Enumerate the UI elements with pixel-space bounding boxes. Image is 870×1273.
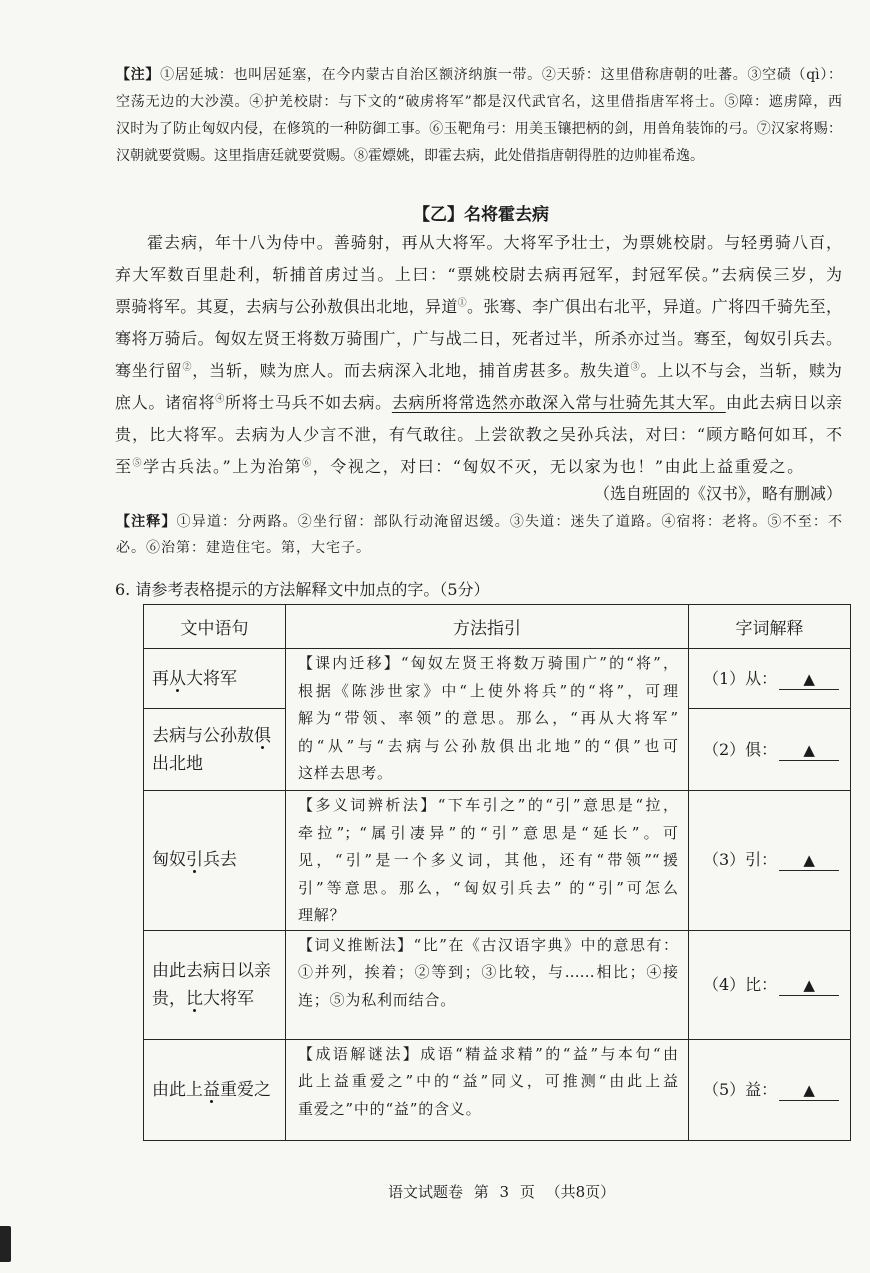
page-footer: 语文试题卷 第 3 页 （共8页） — [388, 1183, 616, 1201]
sentence-text: 大将军 — [186, 668, 237, 689]
passage-text: 庶人。诸宿将 — [115, 393, 216, 412]
passage-text: 霍去病，年十八为侍中。善骑射，再从大将军。大将军予壮士，为票姚校尉。与轻勇骑八百， — [147, 233, 842, 252]
note-line: 空荡无边的大沙漠。④护羌校尉：与下文的“破虏将军”都是汉代武官名，这里借指唐军将士。⑤障：遮虏障，西 — [116, 94, 842, 110]
underlined-sentence: 去病所将常选然亦敢深入常与壮骑先其大军。 — [391, 393, 726, 412]
method-line: 引”等意思。那么，“匈奴引兵去” 的“引”可怎么 — [298, 878, 678, 897]
passage-title: 【乙】名将霍去病 — [413, 205, 549, 225]
sentence-cell — [144, 791, 286, 931]
dotted-char: 益 — [203, 1079, 220, 1100]
footnote-marker: ③ — [630, 362, 641, 373]
answer-cell — [689, 791, 851, 931]
passage-line — [115, 419, 842, 451]
table-row — [144, 1039, 851, 1140]
sentence-text: 再 — [152, 668, 169, 689]
method-line: ①并列，挨着；②等到；③比较，与……相比；④接 — [298, 963, 678, 981]
passage-text: 。张骞、李广俱出右北平，异道。广将四千骑先至， — [467, 297, 842, 316]
method-line: 见，“引”是一个多义词，其他，还有“带领”“援 — [298, 851, 678, 869]
passage-text: ，当斩，赎为庶人。而去病深入北地，捕首虏甚多。敖失道 — [192, 361, 631, 380]
dotted-char: 俱 — [254, 725, 271, 746]
passage-source: （选自班固的《汉书》，略有删减） — [593, 484, 842, 503]
method-line: 这样去思考。 — [298, 764, 393, 782]
dotted-char: 比 — [186, 988, 203, 1009]
dotted-char: 从 — [169, 668, 186, 689]
sentence-text: 兵去 — [203, 850, 237, 871]
sentence-cell — [144, 649, 286, 709]
question-6-prompt: 6. 请参考表格提示的方法解释文中加点的字。（5分） — [115, 580, 490, 599]
passage-line — [115, 451, 842, 483]
method-line: 解为“带领、率领”的意思。那么，“再从大将军” — [298, 709, 678, 727]
sentence-text: 去病与公孙敖 — [152, 725, 254, 746]
sentence-cell — [144, 709, 286, 791]
passage-line — [115, 291, 842, 323]
method-line: 重爱之”中的“益”的含义。 — [298, 1099, 482, 1118]
sentence-text: 由此去病日以亲贵， — [152, 960, 271, 1009]
answer-label: （1）从： — [703, 668, 778, 688]
method-line: 【成语解谜法】成语“精益求精”的“益”与本句“由 — [298, 1044, 678, 1063]
answer-cell — [689, 709, 851, 791]
method-line: 的“从”与“去病与公孙敖俱出北地”的“俱”也可 — [298, 736, 678, 755]
table-row — [144, 649, 851, 709]
passage-body — [115, 227, 842, 483]
sentence-text: 大将军 — [203, 988, 254, 1009]
note-line — [116, 62, 842, 89]
dotted-char: 引 — [186, 850, 203, 871]
question-table — [143, 604, 851, 1141]
method-line: 此上益重爱之”中的“益”同义，可推测“由此上益 — [298, 1072, 678, 1090]
method-line: 牵拉”；“属引凄异”的“引”意思是“延长”。可 — [298, 823, 678, 842]
sentence-cell — [144, 1039, 286, 1140]
answer-label: （5）益： — [703, 1079, 778, 1099]
table-header-row — [144, 605, 851, 649]
method-line: 【课内迁移】“匈奴左贤王将数万骑围广”的“将”， — [298, 654, 678, 672]
answer-cell — [689, 1039, 851, 1140]
passage-text: 骞坐行留 — [115, 361, 183, 380]
passage-text: 。上以不与会，当斩，赎为 — [640, 361, 842, 380]
header-method: 方法指引 — [286, 605, 689, 649]
annotation-line: 必。⑥治第：建造住宅。第，大宅子。 — [116, 540, 371, 556]
answer-cell — [689, 649, 851, 709]
answer-blank: ▲ — [779, 975, 839, 996]
passage-text: 弃大军数百里赴利，斩捕首虏过当。上曰：“票姚校尉去病再冠军，封冠军侯。”去病侯三岁，为 — [115, 265, 842, 284]
scan-edge-mark — [0, 1226, 11, 1262]
method-line: 理解？ — [298, 906, 346, 924]
note-text: ①居延城：也叫居延塞，在今内蒙古自治区额济纳旗一带。②天骄：这里借称唐朝的吐蕃。③空碛（qì）： — [160, 67, 843, 83]
passage-text: 骞将万骑后。匈奴左贤王将数万骑围广，广与战二日，死者过半，所杀亦过当。骞至，匈奴引兵去。 — [115, 329, 842, 348]
footnote-marker: ① — [457, 298, 467, 309]
passage-line — [115, 387, 842, 419]
passage-text: 票骑将军。其夏，去病与公孙敖俱出北地，异道 — [115, 297, 458, 316]
passage-text: 所将士马兵不如去病。 — [224, 393, 392, 412]
answer-cell — [689, 930, 851, 1039]
header-explanation: 字词解释 — [689, 605, 851, 649]
header-sentence: 文中语句 — [144, 605, 286, 649]
answer-label: （2）俱： — [703, 739, 778, 759]
answer-label: （4）比： — [703, 974, 778, 994]
note-line: 汉时为了防止匈奴内侵，在修筑的一种防御工事。⑥玉靶角弓：用美玉镶把柄的剑，用兽角装饰的弓。⑦汉家将赐： — [116, 121, 842, 137]
note-label: 【注】 — [116, 67, 161, 83]
passage-line — [115, 259, 842, 291]
poem-note — [116, 62, 842, 170]
table-row — [144, 791, 851, 931]
sentence-text: 重爱之 — [220, 1079, 271, 1100]
footnote-marker: ⑤ — [132, 458, 144, 469]
method-cell — [286, 1039, 689, 1140]
answer-label: （3）引： — [703, 850, 778, 870]
footnote-marker: ⑥ — [302, 458, 313, 469]
answer-blank: ▲ — [779, 740, 839, 761]
sentence-text: 出北地 — [152, 753, 203, 774]
passage-text: 至 — [115, 457, 133, 476]
sentence-cell — [144, 930, 286, 1039]
sentence-text: 匈奴 — [152, 850, 186, 871]
passage-text: 由此去病日以亲 — [725, 393, 842, 412]
method-cell — [286, 930, 689, 1039]
passage-annotation — [116, 509, 842, 561]
answer-blank: ▲ — [779, 850, 839, 871]
table-row — [144, 930, 851, 1039]
passage-text: 贵，比大将军。去病为人少言不泄，有气敢往。上尝欲教之吴孙兵法，对曰：“顾方略何如耳，不 — [115, 425, 842, 444]
method-line: 【多义词辨析法】“下车引之”的“引”意思是“拉， — [298, 796, 678, 814]
annotation-text: ①异道：分两路。②坐行留：部队行动淹留迟缓。③失道：迷失了道路。④宿将：老将。⑤不至：不 — [176, 514, 843, 530]
passage-text: 学古兵法。”上为治第 — [143, 457, 303, 476]
passage-line — [115, 227, 842, 259]
annotation-label: 【注释】 — [116, 514, 177, 530]
passage-text: ，令视之，对曰：“匈奴不灭，无以家为也！”由此上益重爱之。 — [312, 457, 805, 476]
passage-line — [115, 323, 842, 355]
method-cell — [286, 791, 689, 931]
method-line: 【词义推断法】“比”在《古汉语字典》中的意思有： — [298, 935, 678, 954]
note-line: 汉朝就要赏赐。这里指唐廷就要赏赐。⑧霍嫖姚，即霍去病，此处借指唐朝得胜的边帅崔希逸。 — [116, 148, 704, 164]
sentence-text: 由此上 — [152, 1079, 203, 1100]
footnote-marker: ④ — [215, 394, 225, 405]
method-line: 根据《陈涉世家》中“上使外将兵”的“将”，可理 — [298, 681, 678, 700]
answer-blank: ▲ — [779, 1080, 839, 1101]
method-line: 连；⑤为私利而结合。 — [298, 990, 457, 1009]
footnote-marker: ② — [182, 362, 193, 373]
method-cell — [286, 649, 689, 791]
answer-blank: ▲ — [779, 669, 839, 690]
passage-line — [115, 355, 842, 387]
annotation-line — [116, 509, 842, 535]
